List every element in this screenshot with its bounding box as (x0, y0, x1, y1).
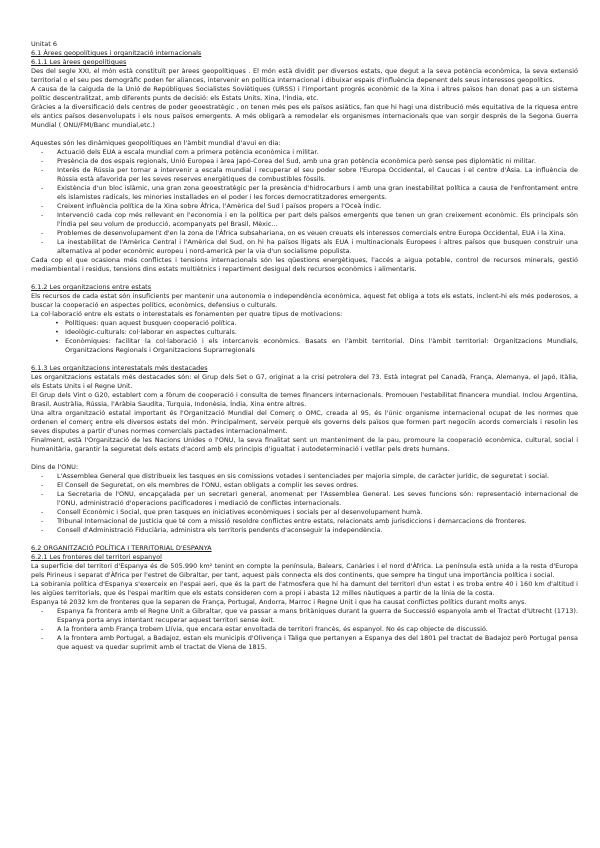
paragraph: Els recursos de cada estat són insuficients per mantenir una autonomia o independència econòmica, aquest fet obliga a tots els estats, inclent-hi els més poderosos, a buscar la cooperació en aspectes polítics, econòmics, defensius o culturals. (31, 292, 578, 309)
list-item: - Consell Econòmic i Social, que pren tasques en iniciatives econòmiques i socials per al desenvolupament humà. (31, 508, 578, 517)
list-item: - Tribunal Internacional de Justícia que té com a missió resoldre conflictes entre estats, relacionats amb jurisdiccions i demarcacions de fronteres. (31, 517, 578, 526)
list-item: - Creixent influència política de la Xina sobre Àfrica, l'Amèrica del Sud i països propers a l'Oceà Índic. (31, 202, 578, 211)
list-item: - Interès de Rússia per tornar a intervenir a escala mundial i recuperar el seu poder sobre l'Europa Occidental, el Caucas i el centre d'Àsia. La influència de Rússia està afavorida per les seves reserves energètiques de combustibles fòssils. (31, 166, 578, 184)
spacer (31, 274, 578, 283)
paragraph: Espanya té 2032 km de fronteres que la separen de França, Portugal, Andorra, Marroc i Regne Unit i que ha causat conflictes polítics durant molts anys. (31, 598, 527, 606)
list-item: - Presència de dos espais regionals, Unió Europea i àrea Japó-Corea del Sud, amb una gran potència econòmica però sense pes diplomàtic ni militar. (31, 157, 578, 166)
list-item: - L'Assemblea General que distribueix les tasques en sis comissions votades i sentenciades per majoria simple, de caràcter jurídic, de seguretat i social. (31, 472, 578, 481)
list-item: • Polítiques: quan aquest busquen cooperació política. (31, 319, 578, 328)
unit-title: Unitat 6 (31, 40, 57, 48)
section-heading: 6.1 Àrees geopolítiques i organització internacionals (31, 49, 202, 57)
list-item: • Econòmiques: facilitar la col·laboració i els intercanvis econòmics. Basats en l'àmbit territorial. Dins l'àmbit territorial: Organitzacions Mundials, Organitzacions Regionals i Organitzacions Suprarregionals (31, 337, 578, 355)
list-item: - Intervenció cada cop més rellevant en l'economia i en la política per part dels països emergents que tenen un gran creixement econòmic. Els principals són l'Índia pel seu volum de producció, acompanyats pel Brasil, Mèxic... (31, 211, 578, 229)
list-item: - Existència d'un bloc islàmic, una gran zona geoestratègic per la presència d'hidrocarburs i amb una gran inestabilitat política a causa de l'enfrontament entre els islamistes radicals, les minories installades en el poder i les forces democratitzadores emergents. (31, 184, 578, 202)
onu-list (31, 472, 578, 535)
paragraph: A causa de la caiguda de la Unió de Repúbliques Socialistes Soviètiques (URSS) i l'important progrés econòmic de la Xina i altres països han donat pas a un sistema polític descentralitzat, amb diferents punts de decisió: els Estats Units, Xina, l'Índia, etc. (31, 85, 578, 102)
paragraph: La sobirania política d'Espanya s'exerceix en l'espai aeri, que és la part de l'atmosfera que hi ha damunt del territori d'un estat i es troba entre 40 i 160 km d'altitud i les aigües territorials, que és l'espai marítim que els estats consideren com a propi i abasta 12 milles nàutiques a partir de la línia de la costa. (31, 580, 578, 597)
paragraph: Gràcies a la diversificació dels centres de poder geoestratègic , on tenen més pes els països asiàtics, fan que hi hagi una distribució més equitativa de la riquesa entre els antics països desenvolupats i els nous països emergents. A més obligarà a remodelar els organismes internacionals que van sorgir després de la Segona Guerra Mundial ( ONU/FMI/Banc mundial,etc.) (31, 103, 578, 129)
paragraph: El Grup dels Vint o G20, establert com a fòrum de cooperació i consulta de temes financers internacionals. Promouen l'estabilitat financera mundial. Inclou Argentina, Brasil, Austràlia, Rússia, l'Aràbia Saudita, Turquia, Indonèsia, Índia, Xina entre altres. (31, 391, 578, 408)
paragraph: Una altra organització estatal important és l'Organització Mundial del Comerç o OMC, creada al 95, és l'únic organisme internacional ocupat de les normes que ordenen el comerç entre els diversos estats del món. Principalment, serveix perquè els governs dels països que formen part negociïn acords comercials i resolin les seves disputes a partir d'unes normes comercials pactades internacionalment. (31, 409, 578, 435)
motivations-list (31, 319, 578, 355)
subsection-heading: 6.1.1 Les àrees geopolítiques (31, 58, 127, 66)
paragraph: Les organitzacions estatals més destacades són: el Grup dels Set o G7, originat a la crisi petrolera del 73. Està integrat pel Canadà, França, Alemanya, el Japó, Itàlia, els Estats Units i el Regne Unit. (31, 373, 578, 390)
spacer (31, 130, 578, 139)
paragraph: Cada cop el que ocasiona més conflictes i tensions internacionals són les qüestions energètiques, l'accés a aigua potable, control de recursos minerals, gestió mediambiental i residus, tensions dins estats multiètnics i repartiment desigual dels recursos econòmics i alimentaris. (31, 256, 578, 273)
subsection-heading: 6.2.1 Les fronteres del territori espanyol (31, 553, 162, 561)
paragraph: La col·laboració entre els estats o interestatals es fonamenten per quatre tipus de motivacions: (31, 310, 343, 318)
spacer (31, 355, 578, 364)
subsection-heading: 6.1.2 Les organitzacions entre estats (31, 283, 152, 291)
list-item: - Espanya fa frontera amb el Regne Unit a Gibraltar, que va passar a mans britàniques durant la guerra de Successió espanyola amb el Tractat d'Utrecht (1713). Espanya porta anys intentant recuperar aquest territori sense èxit. (31, 607, 578, 625)
section-heading: 6.2 ORGANITZACIÓ POLÍTICA I TERRITORIAL D'ESPANYA (31, 544, 212, 552)
list-item: - La inestabilitat de l'Amèrica Central i l'Amèrica del Sud, on hi ha països lligats als EUA i multinacionals Europees i altres països que busquen construir una alternativa al poder econòmic europeu i nord-americà per la via d'un socialisme populista. (31, 238, 578, 256)
list-item: - El Consell de Seguretat, on els membres de l'ONU, estan obligats a complir les seves ordres. (31, 481, 578, 490)
list-item: - Actuació dels EUA a escala mundial com a primera potència econòmica i militar. (31, 148, 578, 157)
spacer (31, 535, 578, 544)
dynamics-list (31, 148, 578, 256)
list-item: - A la frontera amb França trobem Llívia, que encara estar envoltada de territori francès, és espanyol. No és cap objecte de discussió. (31, 625, 578, 634)
paragraph: Finalment, està l'Organització de les Nacions Unides o l'ONU, la seva finalitat sent un manteniment de la pau, promoure la cooperació econòmica, cultural, social i humanitària, garantir la seguretat dels estats d'acord amb els principis d'igualtat i autodeterminació i vetllar pels drets humans. (31, 436, 578, 453)
borders-list (31, 607, 578, 652)
paragraph: La superfície del territori d'Espanya és de 505.990 km² tenint en compte la península, Balears, Canàries i el nord d'Àfrica. La península està unida a la resta d'Europa pels Pirineus i separat d'Àfrica per l'estret de Gibraltar, per tant, aquest país connecta els dos continents, que sempre ha tingut una importància política i social. (31, 562, 578, 579)
list-item: - La Secretaria de l'ONU, encapçalada per un secretari general, anomenat per l'Assemblea General. Les seves funcions són: representació internacional de l'ONU, administració d'operacions pacificadores i mediació de conflictes internacionals. (31, 490, 578, 508)
list-item: - Consell d'Administració Fiduciària, administra els territoris pendents d'aconseguir la independència. (31, 526, 578, 535)
list-item: - Problemes de desenvolupament d'en la zona de l'Àfrica subsahariana, on es veuen creuats els interessos comercials entre Europa Occidental, EUA i la Xina. (31, 229, 578, 238)
spacer (31, 454, 578, 463)
paragraph: Des del segle XXI, el món està constituït per àrees geopolítiques . El món està dividit per diversos estats, que degut a la seva potència econòmica, la seva extensió territorial o el seu pes demogràfic poden fer aliances, intervenir en política internacional i dibuixar espais d'influència depenent dels seus interessos geopolítics. (31, 67, 578, 84)
paragraph: Dins de l'ONU: (31, 463, 79, 471)
list-item: - A la frontera amb Portugal, a Badajoz, estan els municipis d'Olivença i Tàliga que pertanyen a Espanya des del 1801 pel tractat de Badajoz però Portugal pensa que aquest va quedar suprimit amb el tractat de Viena de 1815. (31, 634, 578, 652)
list-item: • Ideològic-culturals: col·laborar en aspectes culturals. (31, 328, 578, 337)
subsection-heading: 6.1.3 Les organitzacions interestatals més destacades (31, 364, 208, 372)
paragraph: Aquestes són les dinàmiques geopolítiques en l'àmbit mundial d'avui en dia: (31, 139, 281, 147)
